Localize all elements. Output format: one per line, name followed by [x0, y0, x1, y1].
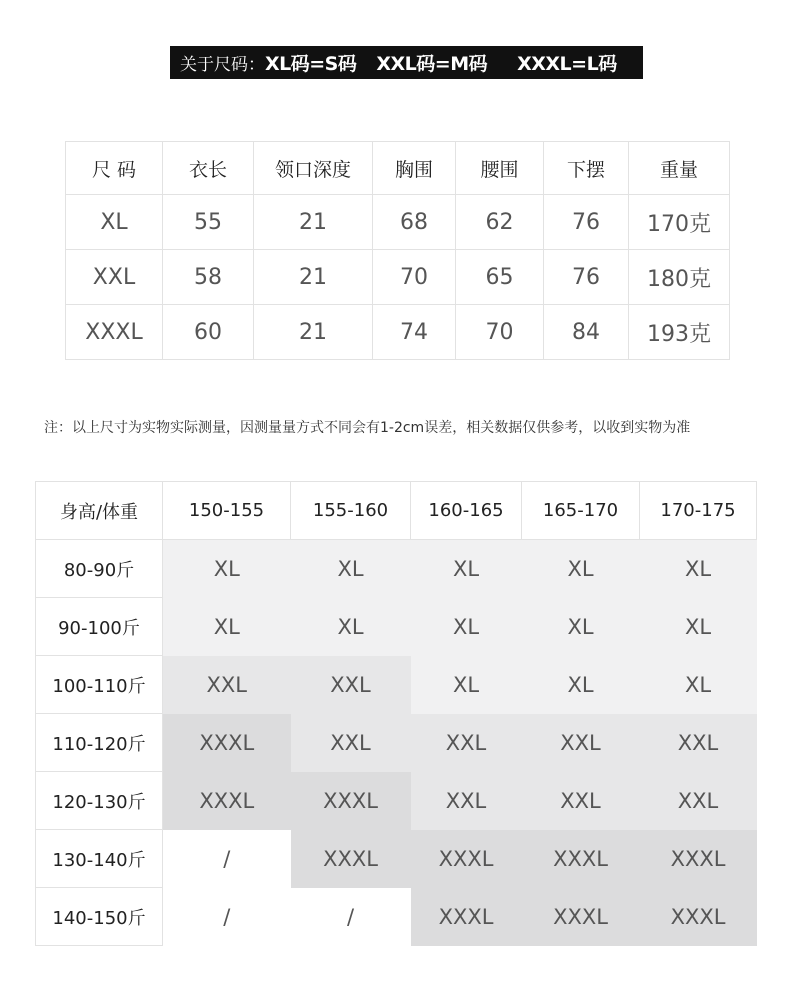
banner-map-xl: XL码=S码 — [265, 53, 357, 75]
size-recommendation-cell: / — [163, 830, 291, 888]
banner-map-xxl: XXL码=M码 — [376, 53, 488, 75]
measurement-note: 注：以上尺寸为实物实际测量，因测量量方式不同会有1-2cm误差，相关数据仅供参考，以收到实物为准 — [44, 420, 691, 436]
table-cell: 21 — [254, 305, 373, 360]
table-row — [36, 598, 757, 656]
size-recommendation-cell: XL — [522, 598, 640, 656]
fit-corner-label: 身高/体重 — [36, 482, 163, 540]
table-cell: 76 — [544, 195, 629, 250]
size-recommendation-cell: XXL — [522, 772, 640, 830]
fit-table-header-row — [36, 482, 757, 540]
weight-range: 100-110斤 — [36, 656, 163, 714]
table-row — [36, 772, 757, 830]
table-row — [66, 305, 730, 360]
table-row — [66, 195, 730, 250]
weight-range: 120-130斤 — [36, 772, 163, 830]
weight-range: 80-90斤 — [36, 540, 163, 598]
table-cell: XL — [66, 195, 163, 250]
table-cell: 76 — [544, 250, 629, 305]
table-row — [66, 250, 730, 305]
size-measurement-table — [65, 141, 730, 360]
table-cell: 193克 — [629, 305, 730, 360]
table-cell: 170克 — [629, 195, 730, 250]
table-cell: 62 — [456, 195, 544, 250]
size-recommendation-cell: XXXL — [522, 830, 640, 888]
size-table-header-row — [66, 142, 730, 195]
table-cell: 70 — [373, 250, 456, 305]
height-range: 165-170 — [522, 482, 640, 540]
size-recommendation-cell: XXL — [291, 714, 411, 772]
table-cell: 65 — [456, 250, 544, 305]
size-recommendation-cell: XL — [522, 540, 640, 598]
table-row — [36, 830, 757, 888]
table-cell: 60 — [163, 305, 254, 360]
size-recommendation-cell: XXL — [640, 714, 757, 772]
size-recommendation-cell: XXXL — [640, 830, 757, 888]
table-cell: 58 — [163, 250, 254, 305]
size-recommendation-cell: XL — [411, 656, 522, 714]
size-recommendation-cell: XL — [291, 540, 411, 598]
size-recommendation-cell: XL — [522, 656, 640, 714]
weight-range: 130-140斤 — [36, 830, 163, 888]
size-mapping-banner — [170, 46, 643, 79]
table-row — [36, 888, 757, 946]
height-range: 155-160 — [291, 482, 411, 540]
size-recommendation-cell: / — [291, 888, 411, 946]
header-size: 尺 码 — [66, 142, 163, 195]
size-recommendation-cell: XXL — [163, 656, 291, 714]
banner-lead: 关于尺码： — [180, 55, 265, 75]
header-chest: 胸围 — [373, 142, 456, 195]
size-recommendation-cell: XL — [640, 598, 757, 656]
height-range: 160-165 — [411, 482, 522, 540]
size-recommendation-cell: XL — [640, 540, 757, 598]
table-row — [36, 714, 757, 772]
table-cell: 21 — [254, 250, 373, 305]
header-weight: 重量 — [629, 142, 730, 195]
height-range: 170-175 — [640, 482, 757, 540]
table-row — [36, 656, 757, 714]
table-row — [36, 540, 757, 598]
size-recommendation-cell: XXXL — [522, 888, 640, 946]
size-recommendation-cell: XL — [640, 656, 757, 714]
size-recommendation-cell: XXL — [522, 714, 640, 772]
size-recommendation-cell: XXXL — [411, 888, 522, 946]
table-cell: 180克 — [629, 250, 730, 305]
size-recommendation-cell: XXXL — [291, 830, 411, 888]
size-recommendation-cell: XXL — [291, 656, 411, 714]
weight-range: 90-100斤 — [36, 598, 163, 656]
header-hem: 下摆 — [544, 142, 629, 195]
table-cell: 70 — [456, 305, 544, 360]
size-recommendation-cell: XL — [291, 598, 411, 656]
banner-map-xxxl: XXXL=L码 — [517, 53, 617, 75]
size-recommendation-cell: XXL — [640, 772, 757, 830]
size-recommendation-cell: XL — [163, 598, 291, 656]
size-recommendation-cell: XXXL — [291, 772, 411, 830]
header-waist: 腰围 — [456, 142, 544, 195]
table-cell: XXL — [66, 250, 163, 305]
size-recommendation-cell: / — [163, 888, 291, 946]
table-cell: XXXL — [66, 305, 163, 360]
height-range: 150-155 — [163, 482, 291, 540]
table-cell: 21 — [254, 195, 373, 250]
size-recommendation-cell: XXL — [411, 772, 522, 830]
height-weight-fit-table — [35, 481, 757, 946]
size-recommendation-cell: XXXL — [163, 714, 291, 772]
size-recommendation-cell: XXXL — [640, 888, 757, 946]
size-recommendation-cell: XXL — [411, 714, 522, 772]
table-cell: 68 — [373, 195, 456, 250]
size-recommendation-cell: XL — [411, 598, 522, 656]
size-recommendation-cell: XL — [163, 540, 291, 598]
table-cell: 55 — [163, 195, 254, 250]
size-recommendation-cell: XXXL — [411, 830, 522, 888]
weight-range: 110-120斤 — [36, 714, 163, 772]
table-cell: 84 — [544, 305, 629, 360]
header-neck-depth: 领口深度 — [254, 142, 373, 195]
weight-range: 140-150斤 — [36, 888, 163, 946]
size-recommendation-cell: XXXL — [163, 772, 291, 830]
header-length: 衣长 — [163, 142, 254, 195]
size-recommendation-cell: XL — [411, 540, 522, 598]
table-cell: 74 — [373, 305, 456, 360]
